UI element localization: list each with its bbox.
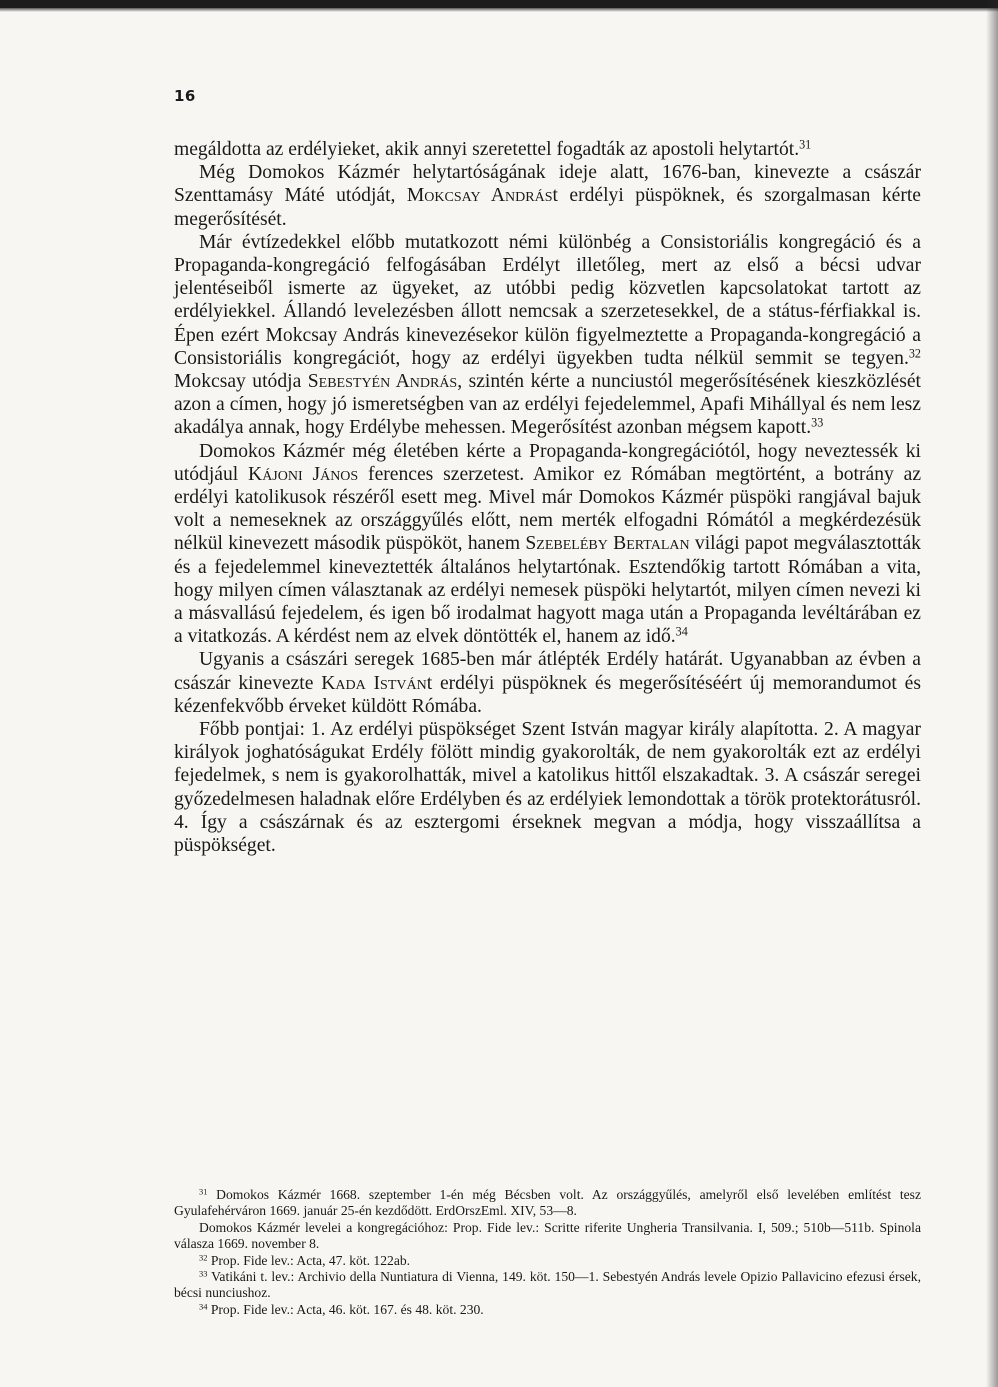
paragraph-p2	[174, 161, 921, 231]
footnote-ref: 34	[675, 624, 688, 639]
name-small-caps: Szebeléby Bertalan	[525, 533, 690, 555]
text-run: Vatikáni t. lev.: Archivio della Nuntiatura di Vienna, 149. köt. 150—1. Sebestyén András levele Opizio Pallavicino efezusi érsek, bécsi nunciushoz.	[174, 1269, 921, 1301]
footnote-ref: 32	[199, 1252, 208, 1262]
text-run: megáldotta az erdélyieket, akik annyi szeretettel fogadták az apostoli helytartót.	[174, 139, 800, 160]
name-small-caps: Mokcsay András	[406, 185, 553, 207]
paragraph-p5	[174, 648, 921, 718]
text-run: , szintén kérte a nunciustól megerősítésének kieszközlését azon a címen, hogy jó ismeretségben van az erdélyi fejedelemmel, Apafi Mihállyal és nem lesz akadálya annak, hogy Erdélybe mehessen. Megerősítést azonban mégsem kapott.	[174, 371, 921, 439]
paragraph-p3	[174, 231, 921, 440]
text-run: Domokos Kázmér 1668. szeptember 1-én még Bécsben volt. Az országgyűlés, amelyről első levelében említést tesz Gyulafehérváron 1669. január 25-én kezdődött. ErdOrszEml. XIV, 53—8.	[174, 1187, 921, 1219]
text-run: Prop. Fide lev.: Acta, 47. köt. 122ab.	[207, 1252, 411, 1268]
footnote-fn31	[174, 1187, 921, 1220]
footnote-ref: 32	[908, 346, 921, 361]
footnote-ref: 31	[799, 137, 812, 152]
text-run: Domokos Kázmér levelei a kongregációhoz: Prop. Fide lev.: Scritte riferite Ungheria Transilvania. I, 509.; 510b—511b. Spinola válasza 1669. november 8.	[174, 1219, 921, 1252]
footnote-ref: 33	[199, 1268, 208, 1279]
page-edge-shadow	[986, 0, 998, 1387]
name-small-caps: Kájoni János	[248, 463, 359, 485]
text-run: Ugyanis a császári seregek 1685-ben már átlépték Erdély határát. Ugyanabban az évben a császár kinevezte	[174, 649, 921, 694]
footnote-ref: 33	[811, 415, 824, 430]
text-run: t erdélyi püspöknek, és szorgalmasan kérte megerősítését.	[174, 185, 921, 230]
footnotes	[174, 1187, 921, 1318]
footnote-fn34	[174, 1302, 921, 1318]
footnote-ref: 34	[199, 1301, 208, 1312]
text-run: Mokcsay utódja	[174, 371, 308, 393]
text-run: világi papot megválasztották és a fejedelemmel kineveztették általános helytartónak. Esztendőkig tartott Rómában a vita, hogy milyen címen választanak az erdélyi nemesek püspöki helytartót, milyen címen nevezi ki a másvallású fejedelem, és igen bő irodalmat hagyott maga után a Propaganda levéltárában ez a vitatkozás. A kérdést nem az elvek döntötték el, hanem az idő.	[174, 533, 921, 648]
main-text	[174, 138, 921, 857]
page-number: 16	[174, 87, 196, 105]
text-run: Már évtízedekkel előbb mutatkozott némi különbég a Consistoriális kongregáció és a Propaganda-kongregáció felfogásában Erdélyt illetőleg, mert az első a bécsi udvar jelentéseiből ismerte az ügyeket, az utóbbi pedig közvetlen kapcsolatokat tartott az erdélyiekkel. Állandó levelezésben állott nemcsak a szerzetesekkel, de a státus-férfiakkal is. Épen ezért Mokcsay András kinevezésekor külön figyelmeztette a Propaganda-kongregáció a Consistoriális kongregációt, hogy az erdélyi ügyekben tudta nélkül semmit se tegyen.	[174, 231, 921, 369]
top-border-shadow	[0, 8, 998, 12]
text-run: Még Domokos Kázmér helytartóságának ideje alatt, 1676-ban, kinevezte a császár Szenttamásy Máté utódját,	[174, 162, 921, 207]
name-small-caps: Sebestyén András	[307, 371, 458, 393]
paragraph-p4	[174, 440, 921, 649]
footnote-fn33	[174, 1269, 921, 1302]
top-border	[0, 0, 998, 8]
text-run: Főbb pontjai: 1. Az erdélyi püspökséget Szent István magyar király alapította. 2. A magyar királyok joghatóságukat Erdély fölött mindig gyakorolták, de nem gyakorolták ezt az erdélyi fejedelmek, s nem is gyakorolhatták, mivel a katolikus hittől elszakadtak. 3. A császár seregei győzedelmesen haladnak előre Erdélyben és az erdélyiek lemondottak a török protektorátusról. 4. Így a császárnak és az esztergomi érseknek megvan a módja, hogy visszaállítsa a püspökséget.	[174, 719, 921, 857]
text-run: t erdélyi püspöknek és megerősítéséért új memorandumot és kézenfekvőbb érveket küldött Rómába.	[174, 672, 921, 717]
text-run: Domokos Kázmér még életében kérte a Propaganda-kongregációtól, hogy neveztessék ki utódjául	[174, 440, 921, 485]
footnote-fn32	[174, 1253, 921, 1269]
footnote-fn31b	[174, 1220, 921, 1253]
paragraph-p6	[174, 718, 921, 857]
footnote-ref: 31	[199, 1186, 208, 1197]
text-run: ferences szerzetest. Amikor ez Rómában megtörtént, a botrány az erdélyi katolikusok részéről esett meg. Mivel már Domokos Kázmér püspöki rangjával bajuk volt a nemeseknek az országgyűlés előtt, nem merték elfogadni Rómától a megkérdezésük nélkül kinevezett második püspököt, hanem	[174, 463, 922, 555]
paragraph-p1	[174, 138, 921, 161]
text-run: Prop. Fide lev.: Acta, 46. köt. 167. és 48. köt. 230.	[207, 1301, 484, 1317]
name-small-caps: Kada István	[321, 672, 427, 694]
